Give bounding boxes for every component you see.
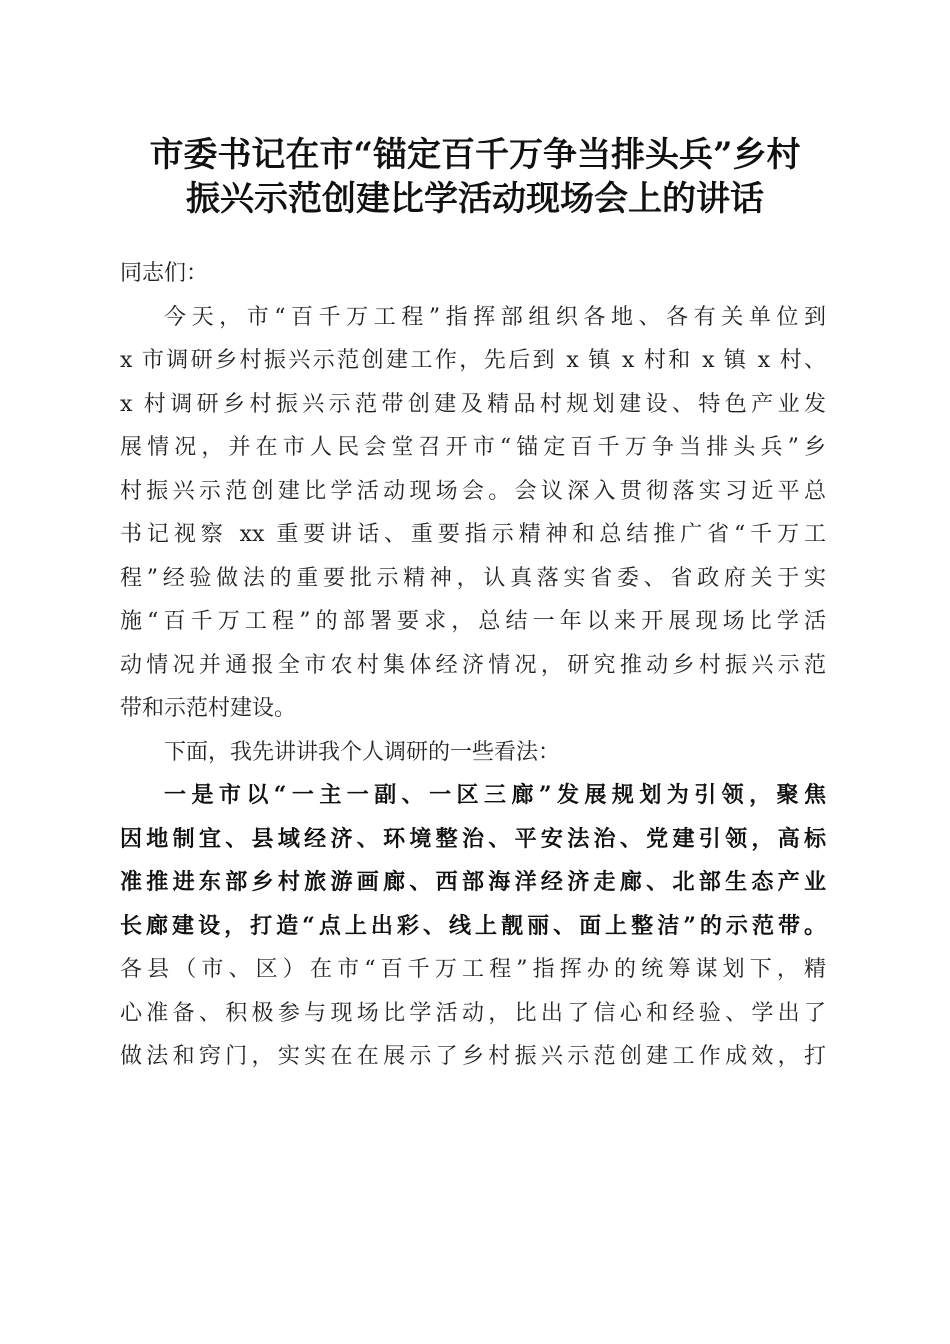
paragraph-3-bold-line: 长廊建设，打造“点上出彩、线上靓丽、面上整洁”的示范带。 — [120, 912, 826, 939]
paragraph-1-line: 今天，市“百千万工程”指挥部组织各地、各有关单位到 — [164, 304, 826, 330]
paragraph-1-line: 带和示范村建设。 — [120, 696, 297, 721]
paragraph-3-line: 做法和窍门，实实在在展示了乡村振兴示范创建工作成效，打 — [120, 1044, 826, 1069]
paragraph-3-bold-line: 一是市以“一主一副、一区三廊”发展规划为引领，聚焦 — [164, 782, 826, 808]
paragraph-2-line: 下面，我先讲讲我个人调研的一些看法： — [164, 739, 561, 765]
title-line-2: 振兴示范创建比学活动现场会上的讲话 — [186, 179, 764, 219]
paragraph-1-line: x 市调研乡村振兴示范创建工作，先后到 x 镇 x 村和 x 镇 x 村、 — [120, 348, 826, 373]
paragraph-1 — [120, 296, 826, 731]
salutation: 同志们： — [120, 261, 209, 286]
paragraph-1-line: x 村调研乡村振兴示范带创建及精品村规划建设、特色产业发 — [120, 391, 826, 417]
paragraph-1-line: 动情况并通报全市农村集体经济情况，研究推动乡村振兴示范 — [120, 652, 826, 678]
document-title — [100, 133, 850, 221]
title-line-1: 市委书记在市“锚定百千万争当排头兵”乡村 — [149, 135, 801, 175]
paragraph-3-line: 心准备、积极参与现场比学活动，比出了信心和经验、学出了 — [120, 1000, 826, 1026]
paragraph-3-bold-line: 因地制宜、县域经济、环境整治、平安法治、党建引领，高标 — [120, 825, 826, 852]
paragraph-3-line: 各县（市、区）在市“百千万工程”指挥办的统筹谋划下，精 — [120, 957, 826, 982]
document-body — [120, 252, 826, 1079]
paragraph-1-line: 施“百千万工程”的部署要求，总结一年以来开展现场比学活 — [120, 609, 826, 634]
paragraph-3 — [120, 774, 826, 1079]
paragraph-1-line: 书记视察 xx 重要讲话、重要指示精神和总结推广省“千万工 — [120, 522, 826, 547]
paragraph-1-line: 程”经验做法的重要批示精神，认真落实省委、省政府关于实 — [120, 565, 826, 591]
paragraph-1-line: 村振兴示范创建比学活动现场会。会议深入贯彻落实习近平总 — [120, 478, 826, 504]
paragraph-1-line: 展情况，并在市人民会堂召开市“锚定百千万争当排头兵”乡 — [120, 435, 826, 460]
paragraph-2 — [120, 731, 826, 775]
paragraph-3-bold-line: 准推进东部乡村旅游画廊、西部海洋经济走廊、北部生态产业 — [120, 869, 826, 895]
